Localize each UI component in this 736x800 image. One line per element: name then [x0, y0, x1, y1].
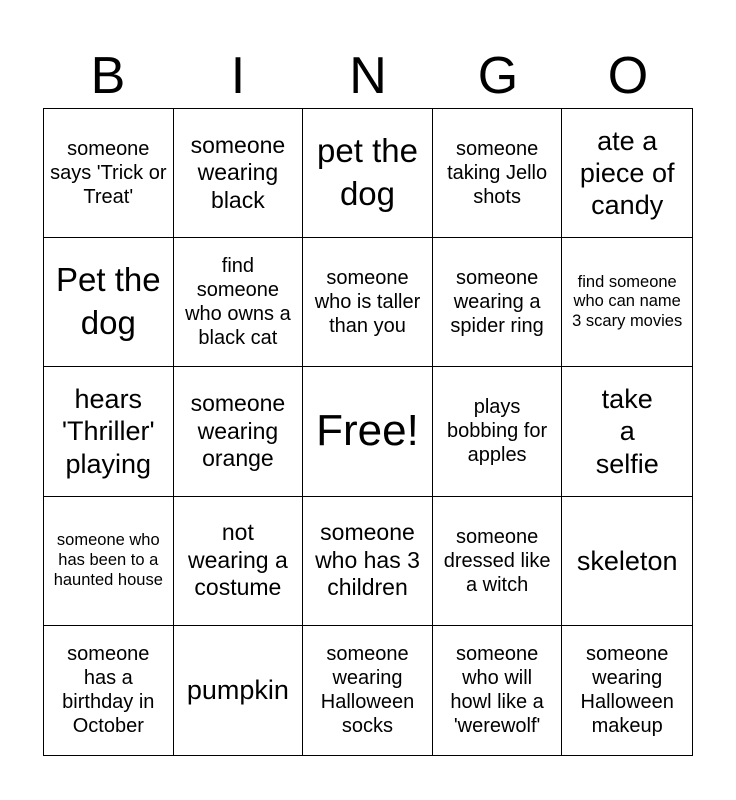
cell-text: someone has a birthday in October: [62, 643, 155, 738]
cell-text: pet the dog: [317, 132, 418, 213]
cell-text: someone who has 3 children: [315, 519, 420, 601]
bingo-cell[interactable]: [174, 497, 304, 626]
cell-text: someone wearing black: [190, 131, 286, 213]
cell-text: Free!: [316, 406, 419, 456]
cell-text: someone taking Jello shots: [447, 138, 548, 209]
cell-text: someone dressed like a witch: [443, 525, 551, 596]
bingo-cell[interactable]: [562, 497, 692, 626]
cell-text: find someone who can name 3 scary movies: [572, 272, 683, 331]
bingo-cell[interactable]: [303, 238, 433, 367]
bingo-cell[interactable]: [433, 626, 563, 755]
cell-text: skeleton: [576, 545, 678, 576]
header-letter-g: G: [477, 47, 519, 105]
cell-text: someone wearing orange: [190, 390, 286, 472]
bingo-cell[interactable]: [303, 626, 433, 755]
header-letter-o: O: [607, 47, 649, 105]
bingo-cell[interactable]: [174, 626, 304, 755]
cell-text: someone who has been to a haunted house: [53, 531, 163, 589]
bingo-cell[interactable]: [44, 109, 174, 238]
bingo-cell[interactable]: [433, 367, 563, 496]
cell-text: hears 'Thriller' playing: [61, 383, 155, 479]
cell-text: plays bobbing for apples: [447, 396, 548, 467]
free-space[interactable]: [303, 367, 433, 496]
cell-text: pumpkin: [186, 675, 289, 706]
cell-text: not wearing a costume: [188, 519, 288, 601]
cell-text: someone says 'Trick or Treat': [50, 138, 167, 209]
bingo-cell[interactable]: [44, 238, 174, 367]
bingo-cell[interactable]: [562, 109, 692, 238]
cell-text: ate a piece of candy: [579, 125, 675, 221]
bingo-cell[interactable]: [433, 109, 563, 238]
cell-text: find someone who owns a black cat: [185, 255, 291, 350]
bingo-board: [43, 108, 693, 756]
bingo-cell[interactable]: [174, 109, 304, 238]
cell-text: Pet the dog: [56, 261, 161, 342]
bingo-cell[interactable]: [303, 497, 433, 626]
cell-text: someone who is taller than you: [314, 267, 421, 338]
bingo-cell[interactable]: [44, 367, 174, 496]
bingo-cell[interactable]: [174, 367, 304, 496]
cell-text: someone wearing Halloween makeup: [580, 643, 674, 738]
header-letter-n: N: [349, 47, 387, 105]
header-letter-i: I: [230, 47, 246, 105]
bingo-cell[interactable]: [44, 497, 174, 626]
bingo-cell[interactable]: [562, 367, 692, 496]
bingo-cell[interactable]: [562, 626, 692, 755]
bingo-cell[interactable]: [433, 238, 563, 367]
bingo-header: [43, 44, 693, 108]
cell-text: someone wearing a spider ring: [450, 267, 544, 338]
cell-text: take a selfie: [595, 383, 659, 479]
header-letter-b: B: [90, 47, 126, 105]
cell-text: someone who will howl like a 'werewolf': [450, 643, 544, 738]
bingo-cell[interactable]: [562, 238, 692, 367]
bingo-cell[interactable]: [174, 238, 304, 367]
bingo-cell[interactable]: [303, 109, 433, 238]
bingo-cell[interactable]: [433, 497, 563, 626]
cell-text: someone wearing Halloween socks: [320, 643, 415, 738]
bingo-cell[interactable]: [44, 626, 174, 755]
